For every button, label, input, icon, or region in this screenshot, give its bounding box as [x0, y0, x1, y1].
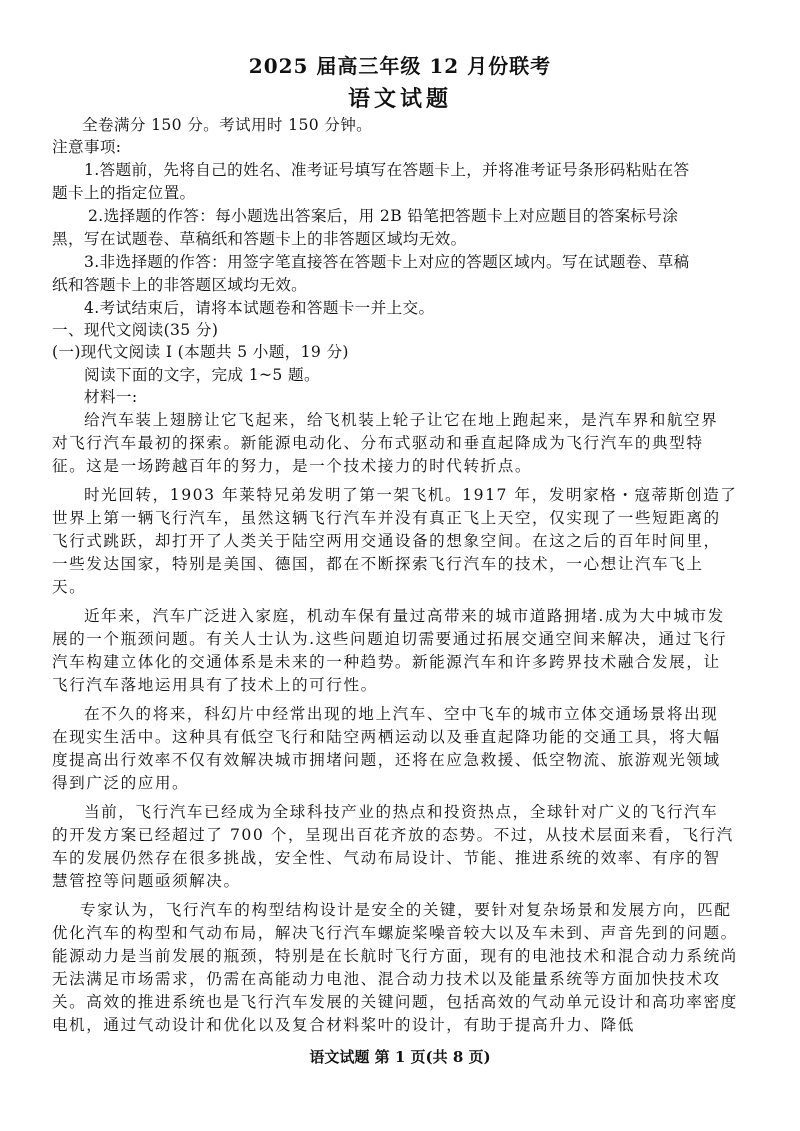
passage-line: 飞行汽车落地运用具有了技术上的可行性。: [52, 676, 378, 694]
passage-line: 当前，飞行汽车已经成为全球科技产业的热点和投资热点，全球针对广义的飞行汽车: [84, 803, 719, 821]
section-subheading: (一)现代文阅读 I (本题共 5 小题，19 分): [52, 343, 349, 361]
passage-line: 能源动力是当前发展的瓶颈，特别是在长航时飞行方面，现有的电池技术和混合动力系统尚: [52, 947, 738, 965]
score-time-line: 全卷满分 150 分。考试用时 150 分钟。: [82, 116, 373, 134]
passage-line: 征。这是一场跨越百年的努力，是一个技术接力的时代转折点。: [52, 457, 533, 475]
passage-line: 在不久的将来，科幻片中经常出现的地上汽车、空中飞车的城市立体交通场景将出现: [84, 705, 719, 723]
notice-item-2-line-2: 黑，写在试题卷、草稿纸和答题卡上的非答题区域均无效。: [52, 230, 467, 248]
passage-line: 的开发方案已经超过了 700 个，呈现出百花齐放的态势。不过，从技术层面来看，飞行汽: [52, 826, 734, 844]
passage-line: 天。: [52, 578, 87, 596]
material-label: 材料一:: [84, 388, 138, 406]
passage-line: 电机，通过气动设计和优化以及复合材料桨叶的设计，有助于提高升力、降低: [52, 1016, 635, 1034]
notice-heading: 注意事项:: [52, 138, 122, 156]
passage-line: 优化汽车的构型和气动布局，解决飞行汽车螺旋桨噪音较大以及车未到、声音先到的问题。: [52, 924, 738, 942]
passage-line: 世界上第一辆飞行汽车，虽然这辆飞行汽车并没有真正飞上天空，仅实现了一些短距离的: [52, 509, 721, 527]
passage-line: 飞行式跳跃，却打开了人类关于陆空两用交通设备的想象空间。在这之后的百年时间里，: [52, 532, 721, 550]
notice-item-1-line-1: 1.答题前，先将自己的姓名、准考证号填写在答题卡上，并将准考证号条形码粘贴在答: [84, 161, 690, 179]
notice-item-1-line-2: 题卡上的指定位置。: [52, 184, 196, 202]
page-footer: 语文试题 第 1 页(共 8 页): [309, 1048, 491, 1066]
notice-item-4: 4.考试结束后，请将本试题卷和答题卡一并上交。: [84, 299, 435, 317]
exam-title: 2025 届高三年级 12 月份联考: [248, 54, 552, 78]
passage-line: 得到广泛的应用。: [52, 774, 190, 792]
passage-line: 近年来，汽车广泛进入家庭，机动车保有量过高带来的城市道路拥堵.成为大中城市发: [84, 607, 725, 625]
passage-line: 无法满足市场需求，仍需在高能动力电池、混合动力技术以及能量系统等方面加快技术攻: [52, 970, 721, 988]
passage-line: 汽车构建立体化的交通体系是未来的一种趋势。新能源汽车和许多跨界技术融合发展，让: [52, 653, 721, 671]
section-directive: 阅读下面的文字，完成 1~5 题。: [84, 366, 320, 384]
notice-item-3-line-2: 纸和答题卡上的非答题区域均无效。: [52, 276, 308, 294]
notice-item-3-line-1: 3.非选择题的作答：用签字笔直接答在答题卡上对应的答题区域内。写在试题卷、草稿: [84, 253, 690, 271]
passage-line: 对飞行汽车最初的探索。新能源电动化、分布式驱动和垂直起降成为飞行汽车的典型特: [52, 434, 704, 452]
section-heading: 一、现代文阅读(35 分): [52, 321, 219, 339]
passage-line: 度提高出行效率不仅有效解决城市拥堵问题，还将在应急救援、低空物流、旅游观光领域: [52, 751, 721, 769]
passage-line: 给汽车装上翅膀让它飞起来，给飞机装上轮子让它在地上跑起来，是汽车界和航空界: [84, 411, 719, 429]
passage-line: 专家认为，飞行汽车的构型结构设计是安全的关键，要针对复杂场景和发展方向，匹配: [80, 901, 732, 919]
passage-line: 展的一个瓶颈问题。有关人士认为.这些问题迫切需要通过拓展交通空间来解决，通过飞行: [52, 630, 728, 648]
passage-line: 慧管控等问题亟须解决。: [52, 872, 241, 890]
passage-line: 关。高效的推进系统也是飞行汽车发展的关键问题，包括高效的气动单元设计和高功率密度: [52, 993, 738, 1011]
passage-line: 一些发达国家，特别是美国、德国，都在不断探索飞行汽车的技术，一心想让汽车飞上: [52, 555, 704, 573]
passage-line: 在现实生活中。这种具有低空飞行和陆空两栖运动以及垂直起降功能的交通工具，将大幅: [52, 728, 721, 746]
passage-line: 车的发展仍然存在很多挑战，安全性、气动布局设计、节能、推进系统的效率、有序的智: [52, 849, 721, 867]
passage-line: 时光回转，1903 年莱特兄弟发明了第一架飞机。1917 年，发明家格・寇蒂斯创造了: [84, 486, 738, 504]
notice-item-2-line-1: 2.选择题的作答：每小题选出答案后，用 2B 铅笔把答题卡上对应题目的答案标号涂: [88, 207, 679, 225]
subject-title: 语文试题: [347, 86, 452, 112]
